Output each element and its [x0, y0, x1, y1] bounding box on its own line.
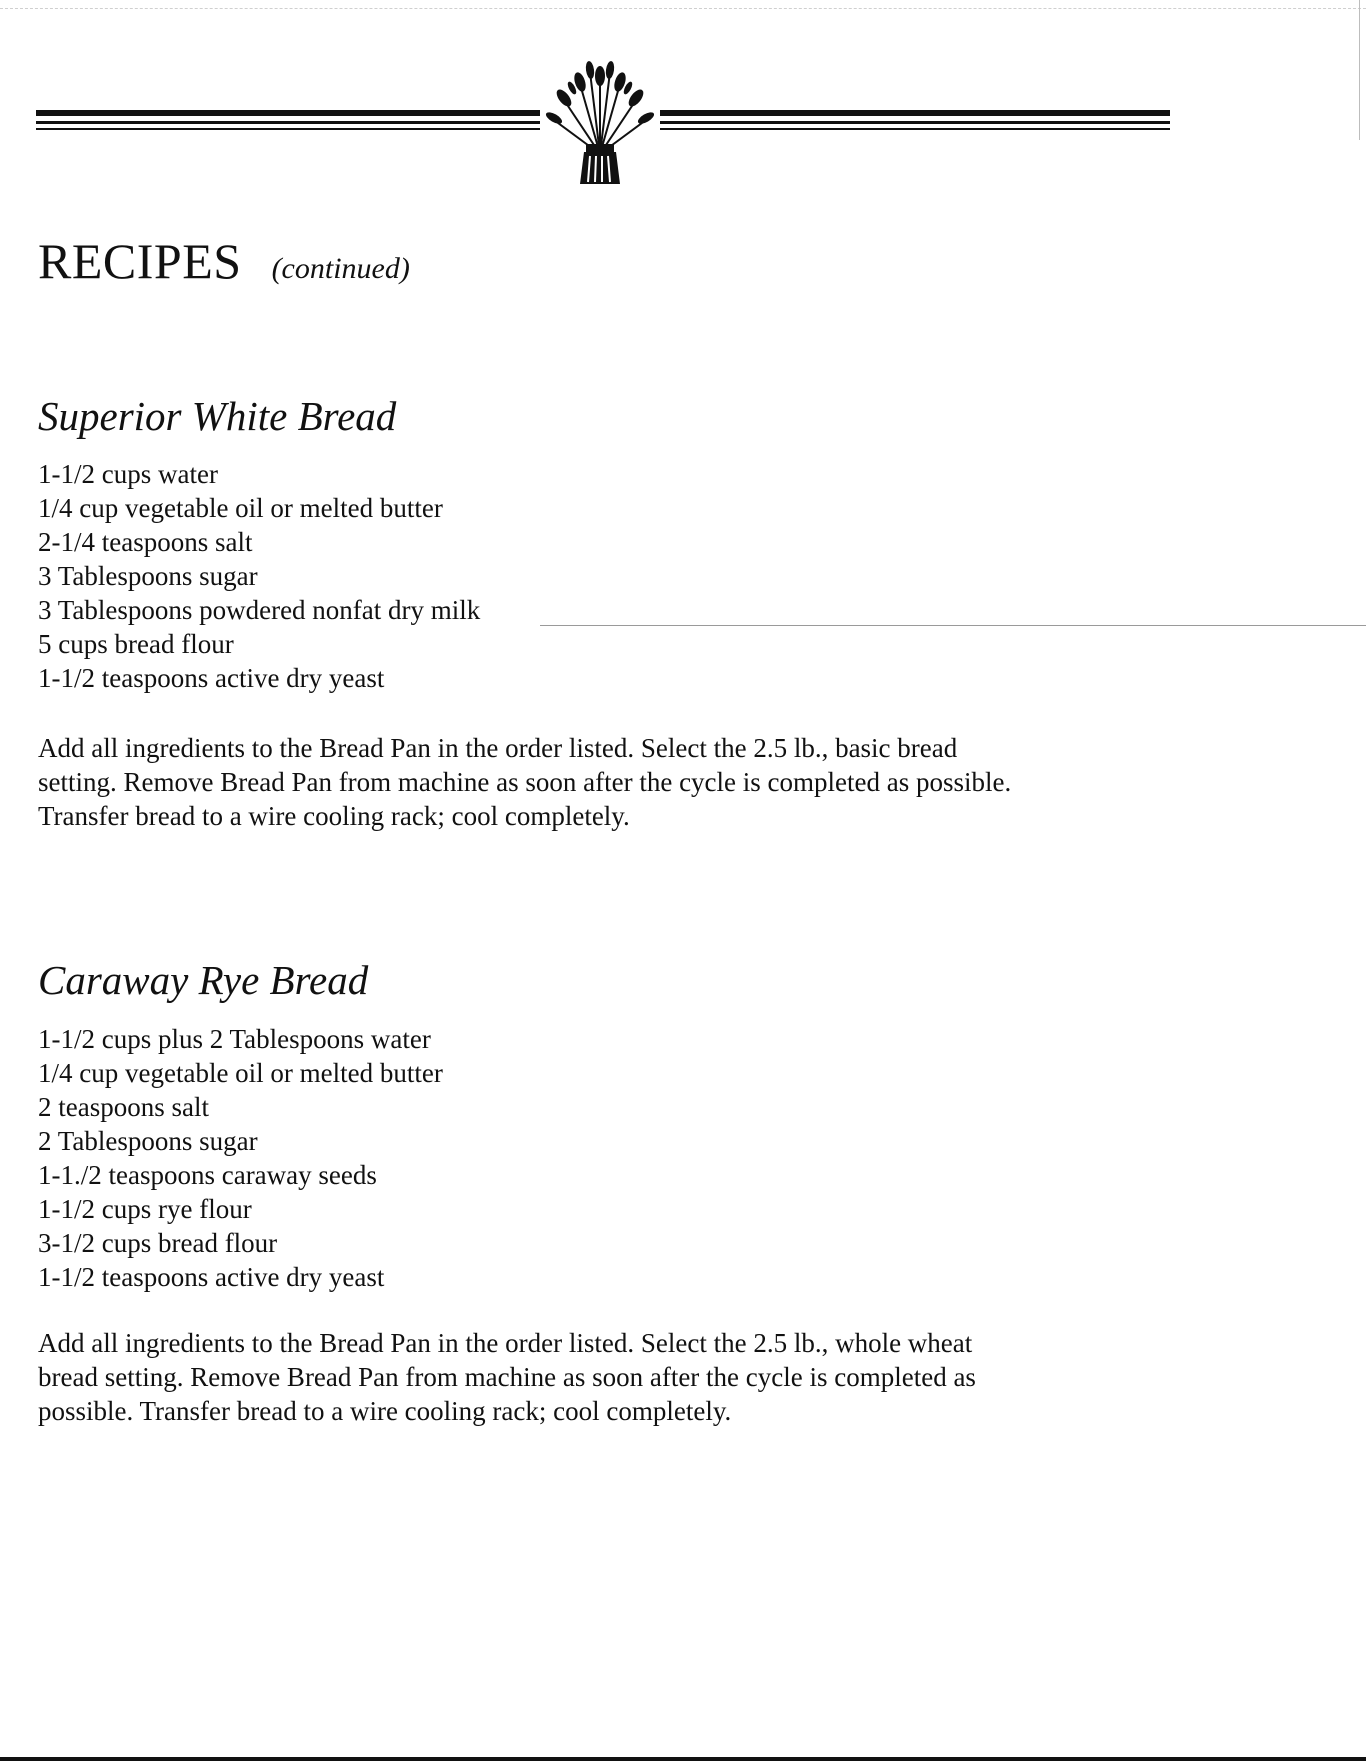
- wheat-sheaf-icon: [540, 58, 660, 186]
- ingredient-item: 1-1/2 cups water: [38, 459, 218, 489]
- ingredient-item: 1-1/2 cups rye flour: [38, 1194, 252, 1224]
- ingredient-item: 1-1/2 teaspoons active dry yeast: [38, 663, 385, 693]
- scan-artifact-line: [540, 625, 1366, 626]
- ingredient-item: 1/4 cup vegetable oil or melted butter: [38, 1058, 443, 1088]
- page-title-note: (continued): [271, 252, 410, 285]
- ingredient-item: 1-1/2 teaspoons active dry yeast: [38, 1262, 385, 1292]
- ingredient-item: 2-1/4 teaspoons salt: [38, 527, 253, 557]
- ingredient-item: 2 teaspoons salt: [38, 1092, 209, 1122]
- ingredient-list-superior-white-bread: [38, 457, 480, 695]
- ingredient-item: 3 Tablespoons sugar: [38, 561, 258, 591]
- page-title-text: RECIPES: [38, 233, 242, 289]
- instructions-superior-white-bread: Add all ingredients to the Bread Pan in the order listed. Select the 2.5 lb., basic bread setting. Remove Bread Pan from machine as soon after the cycle is completed as possible. Transfer bread to a wire cooling rack; cool completely.: [38, 733, 1012, 831]
- ingredient-item: 5 cups bread flour: [38, 629, 234, 659]
- recipe-title-caraway-rye-bread: Caraway Rye Bread: [38, 957, 369, 1003]
- scan-edge-bottom: [0, 1757, 1366, 1761]
- ingredient-list-caraway-rye-bread: [38, 1022, 443, 1294]
- ingredient-item: 1-1/2 cups plus 2 Tablespoons water: [38, 1024, 431, 1054]
- ingredient-item: 1/4 cup vegetable oil or melted butter: [38, 493, 443, 523]
- instructions-caraway-rye-bread: Add all ingredients to the Bread Pan in the order listed. Select the 2.5 lb., whole wheat bread setting. Remove Bread Pan from machine as soon after the cycle is completed as possible. Transfer bread to a wire cooling rack; cool completely.: [38, 1328, 976, 1426]
- scan-edge-right: [1359, 0, 1360, 140]
- scan-edge-top: [0, 8, 1366, 9]
- ingredient-item: 3 Tablespoons powdered nonfat dry milk: [38, 595, 481, 625]
- ingredient-item: 3-1/2 cups bread flour: [38, 1228, 278, 1258]
- ingredient-item: 1-1./2 teaspoons caraway seeds: [38, 1160, 377, 1190]
- ingredient-item: 2 Tablespoons sugar: [38, 1126, 258, 1156]
- recipe-title-superior-white-bread: Superior White Bread: [38, 393, 397, 439]
- page-title: [38, 233, 410, 289]
